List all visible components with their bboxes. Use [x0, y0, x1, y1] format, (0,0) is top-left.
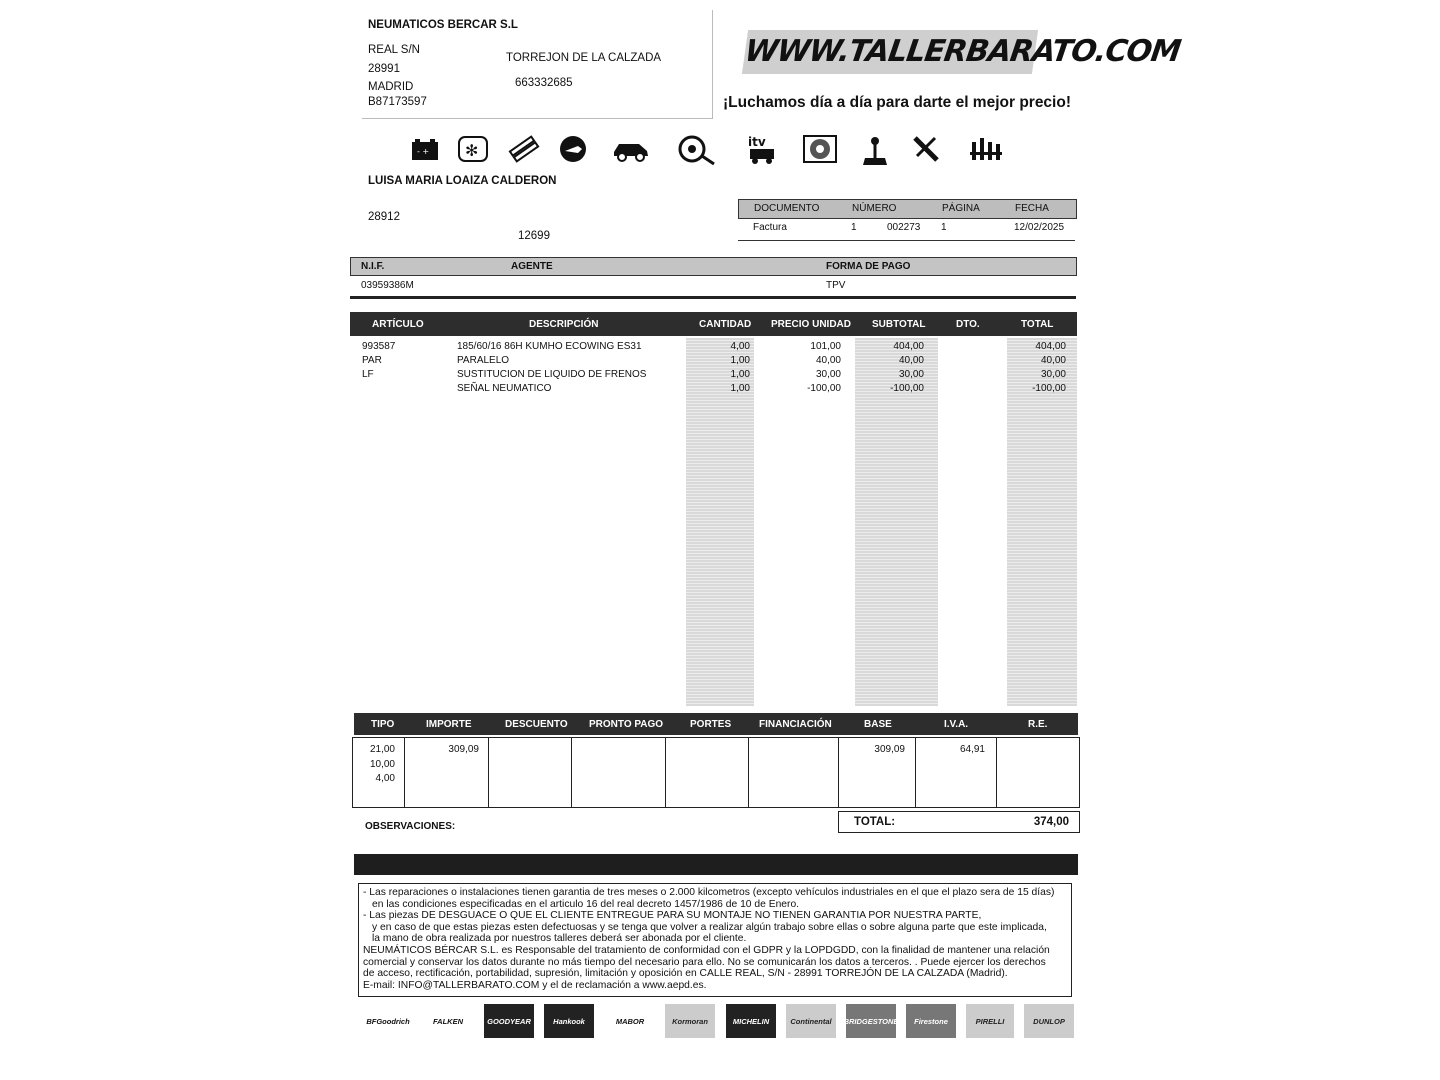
item-precio: 101,00 [810, 341, 841, 352]
customer-nif: 03959386M [361, 280, 414, 291]
legal-line: NEUMÁTICOS BÉRCAR S.L. es Responsable del tratamiento de conformidad con el GDPR y la LOPDGDD, con la finalidad de mantener una relación [363, 944, 1050, 956]
item-articulo: 993587 [362, 341, 396, 352]
item-cantidad: 1,00 [730, 383, 750, 394]
legal-line: E-mail: INFO@TALLERBARATO.COM y el de reclamación a www.aepd.es. [363, 979, 707, 991]
item-articulo: LF [362, 369, 374, 380]
header-forma-pago: FORMA DE PAGO [826, 261, 911, 272]
item-total: 30,00 [1040, 369, 1066, 380]
brand-logo: PIRELLI [966, 1004, 1014, 1038]
legal-line: la mano de obra realizada por nuestros talleres deberá ser abonada por el cliente. [372, 933, 747, 945]
table-row [0, 369, 1440, 382]
header-pagina: PÁGINA [942, 203, 980, 214]
items-header [350, 312, 1077, 336]
payment-header [350, 257, 1077, 276]
item-cantidad: 4,00 [730, 341, 750, 352]
header-total: TOTAL [1021, 319, 1054, 330]
document-date: 12/02/2025 [1014, 222, 1065, 233]
tire-brands-row [362, 1004, 1080, 1040]
slogan: ¡Luchamos día a día para darte el mejor precio! [723, 94, 1071, 111]
itv-icon [748, 134, 782, 168]
document-type: Factura [753, 222, 787, 233]
battery-icon [410, 134, 444, 168]
item-total: 40,00 [1040, 355, 1066, 366]
brand-logo: BRIDGESTONE [846, 1004, 896, 1038]
brake-pads-icon [508, 134, 542, 168]
brand-logo: Continental [786, 1004, 836, 1038]
item-precio: 40,00 [815, 355, 841, 366]
header-re: R.E. [1028, 719, 1048, 730]
tax-table [352, 737, 1080, 808]
legal-notice [358, 883, 1072, 997]
air-conditioning-icon [457, 134, 491, 168]
observaciones-label: OBSERVACIONES: [365, 821, 456, 832]
item-descripcion: SUSTITUCION DE LIQUIDO DE FRENOS [457, 369, 647, 380]
tire-icon [803, 134, 837, 168]
document-page: 1 [941, 222, 947, 233]
header-fecha: FECHA [1015, 203, 1049, 214]
table-row [0, 355, 1440, 368]
header-portes: PORTES [690, 719, 732, 730]
svg-text:✻: ✻ [465, 141, 479, 160]
legal-line: comercial y conservar los datos durante no más tiempo del necesario para ello. No se comunicarán los datos a terceros. . Puede ejercer los derechos [363, 956, 1046, 968]
svg-text:itv: itv [748, 135, 766, 149]
table-row [0, 383, 1440, 396]
sender-cif: B87173597 [368, 96, 427, 108]
sender-postal-code: 28991 [368, 63, 400, 75]
gear-shift-icon [860, 134, 894, 168]
wheel-alignment-icon [678, 134, 712, 168]
item-cantidad: 1,00 [730, 369, 750, 380]
document-number: 002273 [887, 222, 921, 233]
item-articulo: PAR [362, 355, 382, 366]
brand-logo: GOODYEAR [484, 1004, 534, 1038]
divider [350, 296, 1076, 299]
header-descripcion: DESCRIPCIÓN [529, 319, 599, 330]
item-subtotal: 30,00 [898, 369, 924, 380]
legal-line: - Las reparaciones o instalaciones tienen garantia de tres meses o 2.000 kilcometros (excepto vehículos industriales en el que el plazo sera de 15 días) [363, 887, 1055, 898]
sender-street: REAL S/N [368, 44, 420, 56]
item-subtotal: 40,00 [898, 355, 924, 366]
brand-logo: Kormoran [665, 1004, 715, 1038]
sender-phone: 663332685 [515, 77, 573, 89]
tax-rate: 4,00 [375, 773, 395, 784]
item-precio: 30,00 [815, 369, 841, 380]
service-icons-row [408, 134, 1008, 170]
car-icon [611, 134, 645, 168]
total-label: TOTAL: [854, 816, 896, 828]
tax-rate: 21,00 [369, 744, 395, 755]
header-tipo: TIPO [371, 719, 395, 730]
brand-logo: Firestone [906, 1004, 956, 1038]
tax-rate: 10,00 [369, 759, 395, 770]
header-precio: PRECIO UNIDAD [771, 319, 852, 330]
header-articulo: ARTÍCULO [372, 319, 424, 330]
oil-change-icon [558, 134, 592, 168]
svg-text:- +: - + [417, 147, 430, 156]
document-values [738, 218, 1075, 241]
document-header [738, 199, 1077, 219]
table-row [0, 341, 1440, 354]
brand-logo: DUNLOP [1024, 1004, 1074, 1038]
footer-bar [354, 854, 1078, 875]
brand-logo: MABOR [615, 1016, 645, 1026]
website-logo: WWW.TALLERBARATO.COM [742, 30, 1038, 74]
header-financiacion: FINANCIACIÓN [759, 719, 832, 730]
tax-base: 309,09 [874, 744, 905, 755]
item-total: -100,00 [1032, 383, 1066, 394]
item-descripcion: 185/60/16 86H KUMHO ECOWING ES31 [457, 341, 642, 352]
total-value: 374,00 [1033, 816, 1069, 828]
brand-logo: FALKEN [433, 1016, 463, 1026]
customer-name: LUISA MARIA LOAIZA CALDERON [368, 175, 557, 187]
tax-importe: 309,09 [448, 744, 479, 755]
item-total: 404,00 [1035, 341, 1066, 352]
sender-name: NEUMATICOS BERCAR S.L [368, 19, 518, 31]
total-box [838, 811, 1080, 833]
item-descripcion: SEÑAL NEUMATICO [457, 383, 552, 394]
item-cantidad: 1,00 [730, 355, 750, 366]
header-iva: I.V.A. [944, 719, 969, 730]
legal-line: - Las piezas DE DESGUACE O QUE EL CLIENTE ENTREGUE PARA SU MONTAJE NO TIENEN GARANTIA POR NUESTRA PARTE, [363, 910, 982, 922]
item-descripcion: PARALELO [457, 355, 510, 366]
header-base: BASE [864, 719, 892, 730]
brand-logo: Hankook [544, 1004, 594, 1038]
header-documento: DOCUMENTO [754, 203, 820, 214]
header-dto: DTO. [956, 319, 980, 330]
header-descuento: DESCUENTO [505, 719, 568, 730]
item-precio: -100,00 [807, 383, 841, 394]
brand-logo: BFGoodrich [366, 1016, 410, 1026]
legal-line: de acceso, rectificación, portabilidad, supresión, limitación y oposición en CALLE REAL, S/N - 28991 TORREJÓN DE LA CALZADA (Madrid). [363, 968, 1008, 980]
tax-iva: 64,91 [959, 744, 985, 755]
tax-header [354, 713, 1078, 735]
header-nif: N.I.F. [361, 261, 385, 272]
sender-town: TORREJON DE LA CALZADA [506, 52, 662, 64]
header-agente: AGENTE [511, 261, 553, 272]
header-cantidad: CANTIDAD [699, 319, 752, 330]
customer-postal-code: 28912 [368, 211, 400, 223]
document-series: 1 [851, 222, 857, 233]
sender-province: MADRID [368, 81, 414, 93]
header-subtotal: SUBTOTAL [872, 319, 926, 330]
tools-icon [911, 134, 945, 168]
header-pronto-pago: PRONTO PAGO [589, 719, 664, 730]
payment-method: TPV [826, 280, 846, 291]
header-importe: IMPORTE [426, 719, 472, 730]
header-numero: NÚMERO [852, 203, 897, 214]
brand-logo: MICHELIN [726, 1004, 776, 1038]
item-subtotal: -100,00 [890, 383, 924, 394]
item-subtotal: 404,00 [893, 341, 924, 352]
legal-line: en las condiciones especificadas en el articulo 16 del real decreto 1457/1986 de 10 de Enero. [372, 898, 800, 910]
customer-code: 12699 [518, 230, 550, 242]
legal-line: y en caso de que estas piezas esten defectuosas y se tenga que volver a realizar algún trabajo sobre ellas o sobre alguna parte que este implicada, [372, 921, 1047, 933]
shock-absorbers-icon [970, 134, 1004, 168]
